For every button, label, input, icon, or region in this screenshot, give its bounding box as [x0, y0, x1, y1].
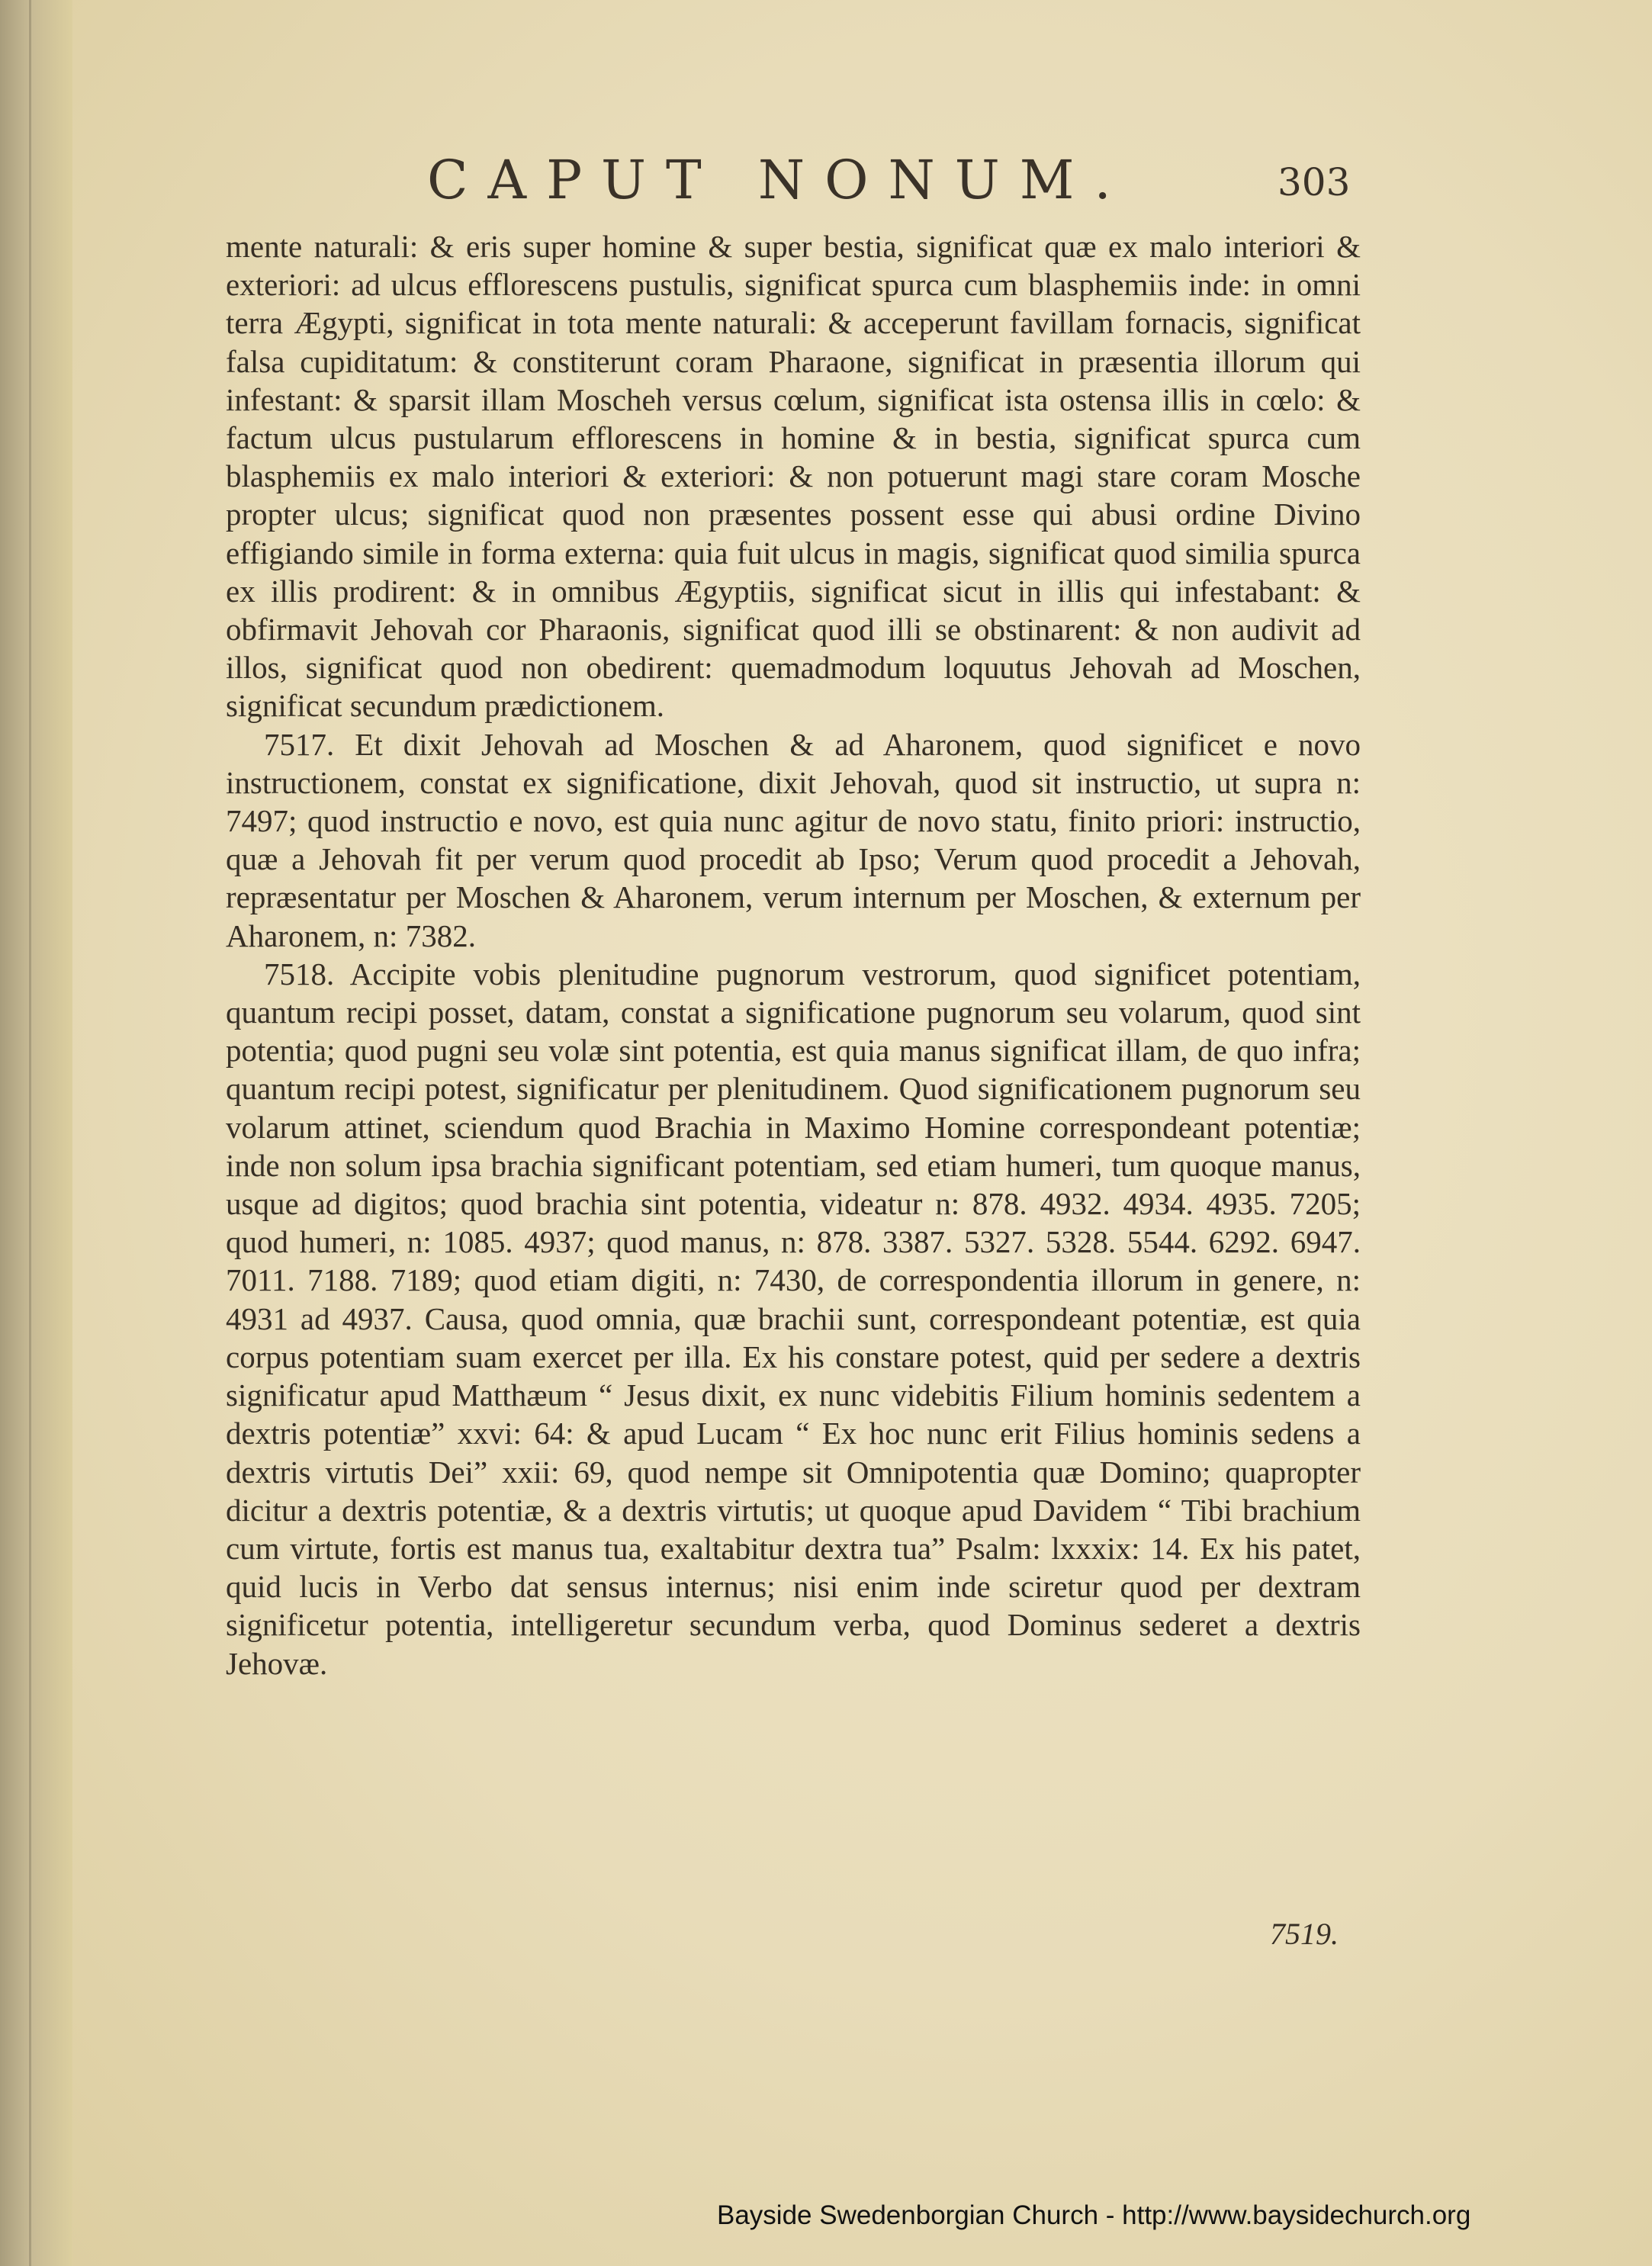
book-gutter [0, 0, 72, 2266]
paragraph-7518: 7518. Accipite vobis plenitudine pugnorum vestrorum, quod significet potentiam, quantum recipi posset, datam, constat a significatione pugnorum seu volarum, quod sint potentia; quod pugni seu volæ sint potentia, est quia manus significat illam, de quo infra; quantum recipi potest, significatur per plenitudinem. Quod significationem pugnorum seu volarum attinet, sciendum quod Brachia in Maximo Homine correspondeant potentiæ; inde non solum ipsa brachia significant potentiam, sed etiam humeri, tum quoque manus, usque ad digitos; quod brachia sint potentia, videatur n: 878. 4932. 4934. 4935. 7205; quod humeri, n: 1085. 4937; quod manus, n: 878. 3387. 5327. 5328. 5544. 6292. 6947. 7011. 7188. 7189; quod etiam digiti, n: 7430, de correspondentia illorum in genere, n: 4931 ad 4937. Causa, quod omnia, quæ brachii sunt, correspondeant potentiæ, est quia corpus potentiam suam exercet per illa. Ex his constare potest, quid per sedere a dextris significatur apud Matthæum “ Jesus dixit, ex nunc videbitis Filium hominis sedentem a dextris potentiæ” xxvi: 64: & apud Lucam “ Ex hoc nunc erit Filius hominis sedens a dextris virtutis Dei” xxii: 69, quod nempe sit Omnipotentia quæ Domino; quapropter dicitur a dextris potentiæ, & a dextris virtutis; ut quoque apud Davidem “ Tibi brachium cum virtute, fortis est manus tua, exaltabitur dextra tua” Psalm: lxxxix: 14. Ex his patet, quid lucis in Verbo dat sensus internus; nisi enim inde sciretur quod per dextram significetur potentia, intelligeretur secundum verba, quod Dominus sederet a dextris Jehovæ. [226, 956, 1361, 1681]
running-head-title: CAPUT NONUM. [427, 149, 1131, 211]
body-text [226, 227, 1361, 1683]
paragraph-continuation: mente naturali: & eris super homine & super bestia, significat quæ ex malo interiori & exteriori: ad ulcus efflorescens pustulis, significat spurca cum blasphemiis inde: in omni terra Ægypti, significat in tota mente naturali: & acceperunt favillam fornacis, significat falsa cupiditatum: & constiterunt coram Pharaone, significat in præsentia illorum qui infestant: & sparsit illam Moscheh versus cœlum, significat ista ostensa illis in cœlo: & factum ulcus pustularum efflorescens in homine & in bestia, significat spurca cum blasphemiis ex malo interiori & exteriori: & non potuerunt magi stare coram Mosche propter ulcus; significat quod non præsentes possent esse qui abusi ordine Divino effigiando simile in forma externa: quia fuit ulcus in magis, significat quod similia spurca ex illis prodirent: & in omnibus Ægyptiis, significat sicut in illis qui infestabant: & obfirmavit Jehovah cor Pharaonis, significat quod illi se obstinarent: & non audivit ad illos, significat quod non obedirent: quemadmodum loquutus Jehovah ad Moschen, significat secundum prædictionem. [226, 229, 1361, 724]
paragraph-7517: 7517. Et dixit Jehovah ad Moschen & ad Aharonem, quod significet e novo instructionem, constat ex significatione, dixit Jehovah, quod sit instructio, ut supra n: 7497; quod instructio e novo, est quia nunc agitur de novo statu, finito priori: instructio, quæ a Jehovah fit per verum quod procedit ab Ipso; Verum quod procedit a Jehovah, repræsentatur per Moschen & Aharonem, verum internum per Moschen, & externum per Aharonem, n: 7382. [226, 726, 1361, 953]
page-number: 303 [1278, 160, 1351, 204]
gutter-fold [29, 0, 31, 2266]
watermark-caption: Bayside Swedenborgian Church - http://www.baysidechurch.org [717, 2200, 1471, 2230]
catchword: 7519. [1270, 1917, 1339, 1951]
